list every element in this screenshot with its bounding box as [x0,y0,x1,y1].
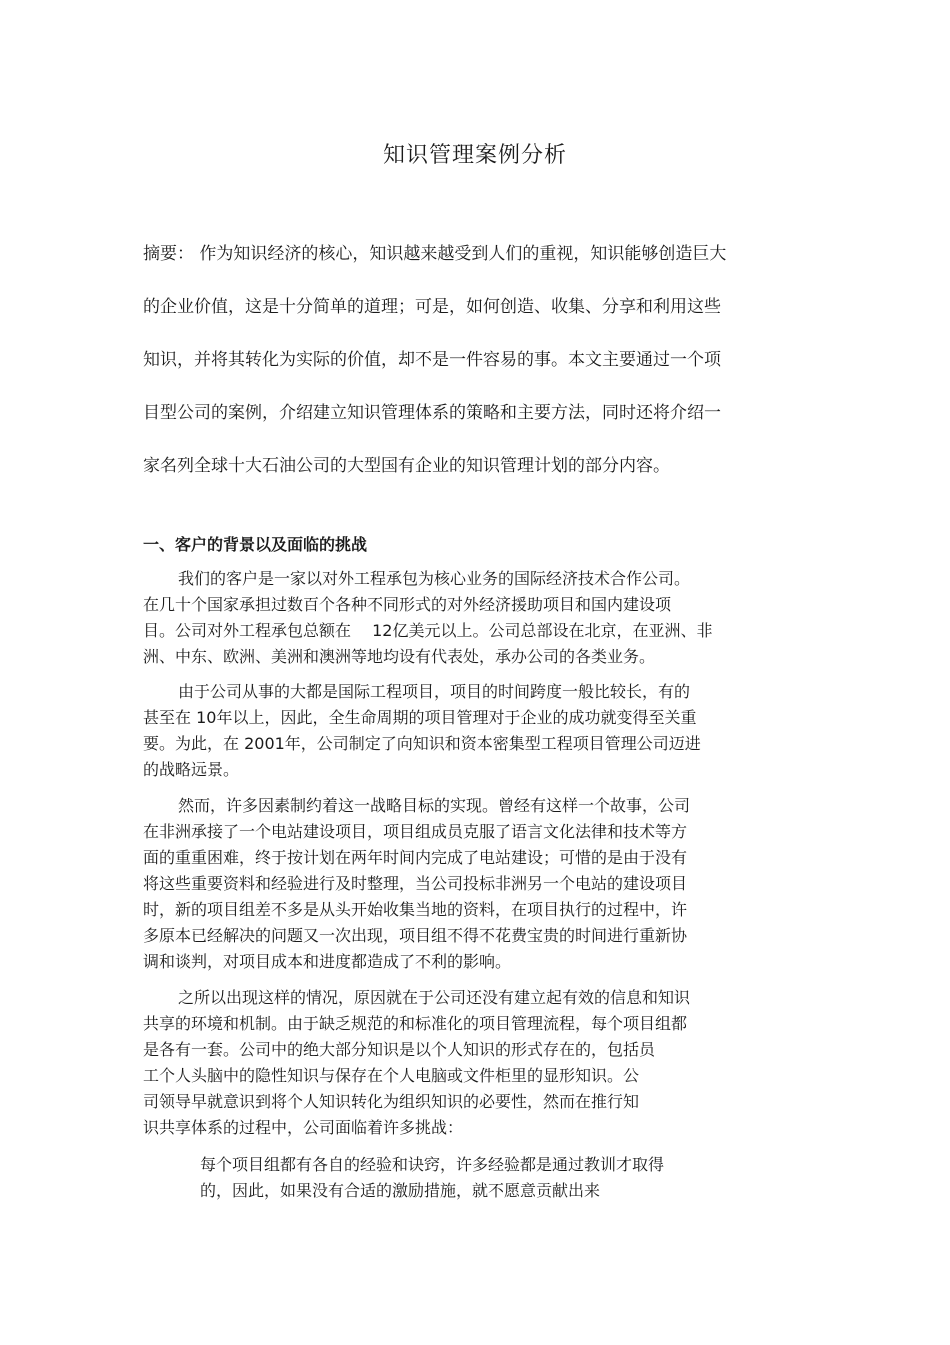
paragraph-line: 识共享体系的过程中，公司面临着许多挑战： [143,1118,464,1137]
paragraph-line: 洲、中东、欧洲、美洲和澳洲等地均设有代表处，承办公司的各类业务。 [143,647,656,666]
paragraph-line: 目。公司对外工程承包总额在 12亿美元以上。公司总部设在北京，在亚洲、非 [143,621,713,640]
abstract-line: 家名列全球十大石油公司的大型国有企业的知识管理计划的部分内容。 [143,456,670,476]
paragraph-line: 之所以出现这样的情况，原因就在于公司还没有建立起有效的信息和知识 [178,988,691,1007]
paragraph-line: 是各有一套。公司中的绝大部分知识是以个人知识的形式存在的，包括员 [143,1040,656,1059]
paragraph-line: 要。为此，在 2001年，公司制定了向知识和资本密集型工程项目管理公司迈进 [143,734,701,753]
paragraph-line: 多原本已经解决的问题又一次出现，项目组不得不花费宝贵的时间进行重新协 [143,926,688,945]
paragraph-line: 甚至在 10年以上，因此，全生命周期的项目管理对于企业的成功就变得至关重 [143,708,697,727]
paragraph-line: 共享的环境和机制。由于缺乏规范的和标准化的项目管理流程，每个项目组都 [143,1014,688,1033]
paragraph-line: 由于公司从事的大都是国际工程项目，项目的时间跨度一般比较长，有的 [178,682,691,701]
abstract-line: 的企业价值，这是十分简单的道理；可是，如何创造、收集、分享和利用这些 [143,297,721,317]
paragraph-line: 在非洲承接了一个电站建设项目，项目组成员克服了语言文化法律和技术等方 [143,822,688,841]
paragraph-line: 在几十个国家承担过数百个各种不同形式的对外经济援助项目和国内建设项 [143,595,672,614]
paragraph-line: 时，新的项目组差不多是从头开始收集当地的资料，在项目执行的过程中，许 [143,900,688,919]
paragraph-line: 工个人头脑中的隐性知识与保存在个人电脑或文件柜里的显形知识。公 [143,1066,640,1085]
paragraph-line: 的，因此，如果没有合适的激励措施，就不愿意贡献出来 [200,1181,601,1200]
paragraph-line: 调和谈判，对项目成本和进度都造成了不利的影响。 [143,952,512,971]
paragraph-line: 的战略远景。 [143,760,240,779]
abstract-line: 知识，并将其转化为实际的价值，却不是一件容易的事。本文主要通过一个项 [143,350,721,370]
paragraph-line: 面的重重困难，终于按计划在两年时间内完成了电站建设；可惜的是由于没有 [143,848,688,867]
paragraph-line: 司领导早就意识到将个人知识转化为组织知识的必要性，然而在推行知 [143,1092,640,1111]
abstract-line: 摘要： 作为知识经济的核心，知识越来越受到人们的重视，知识能够创造巨大 [143,244,727,264]
paragraph-line: 将这些重要资料和经验进行及时整理，当公司投标非洲另一个电站的建设项目 [143,874,688,893]
paragraph-line: 然而，许多因素制约着这一战略目标的实现。曾经有这样一个故事，公司 [178,796,691,815]
document-title: 知识管理案例分析 [382,143,567,168]
paragraph-line: 我们的客户是一家以对外工程承包为核心业务的国际经济技术合作公司。 [178,569,691,588]
section-heading: 一、客户的背景以及面临的挑战 [143,535,368,554]
abstract-line: 目型公司的案例，介绍建立知识管理体系的策略和主要方法，同时还将介绍一 [143,403,721,423]
paragraph-line: 每个项目组都有各自的经验和诀窍，许多经验都是通过教训才取得 [200,1155,665,1174]
